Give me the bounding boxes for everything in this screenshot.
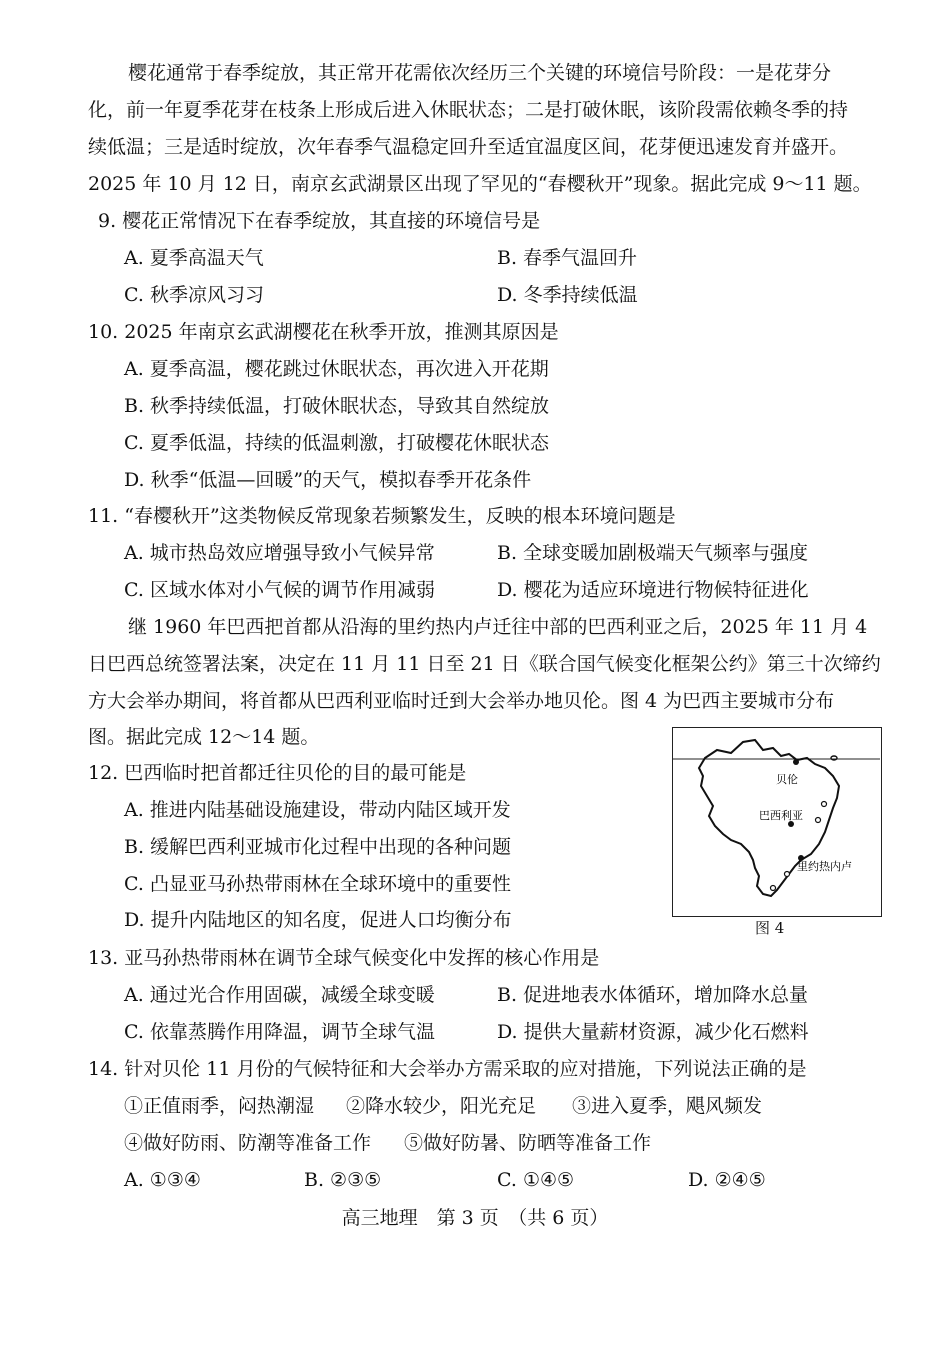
city-dot bbox=[785, 872, 790, 877]
question-14-statement-4: ④做好防雨、防潮等准备工作 bbox=[124, 1132, 372, 1154]
question-10-option-a[interactable]: A. 夏季高温，樱花跳过休眠状态，再次进入开花期 bbox=[124, 358, 549, 380]
passage1-line-3: 续低温；三是适时绽放，次年春季气温稳定回升至适宜温度区间，花芽便迅速发育并盛开。 bbox=[88, 136, 849, 158]
question-12-option-c[interactable]: C. 凸显亚马孙热带雨林在全球环境中的重要性 bbox=[124, 873, 511, 895]
passage2-line-3: 方大会举办期间，将首都从巴西利亚临时迁到大会举办地贝伦。图 4 为巴西主要城市分布 bbox=[88, 690, 835, 712]
question-13-option-a[interactable]: A. 通过光合作用固碳，减缓全球变暖 bbox=[124, 984, 435, 1006]
question-14-statement-3: ③进入夏季，飓风频发 bbox=[572, 1095, 763, 1117]
question-14-option-a[interactable]: A. ①③④ bbox=[124, 1169, 201, 1191]
brasilia-label: 巴西利亚 bbox=[759, 809, 803, 822]
city-dot bbox=[822, 802, 827, 807]
question-14-statement-5: ⑤做好防暑、防晒等准备工作 bbox=[404, 1132, 652, 1154]
passage1-line-2: 化，前一年夏季花芽在枝条上形成后进入休眠状态；二是打破休眠，该阶段需依赖冬季的持 bbox=[88, 99, 849, 121]
city-dot bbox=[771, 886, 776, 891]
city-dot bbox=[816, 818, 821, 823]
question-11-option-b[interactable]: B. 全球变暖加剧极端天气频率与强度 bbox=[497, 542, 809, 564]
passage2-line-1: 继 1960 年巴西把首都从沿海的里约热内卢迁往中部的巴西利亚之后，2025 年 11 月 4 bbox=[128, 616, 868, 638]
belem-dot bbox=[793, 759, 799, 765]
brazil-map-graphic bbox=[673, 728, 880, 915]
figure-caption: 图 4 bbox=[755, 919, 785, 937]
question-9-option-d[interactable]: D. 冬季持续低温 bbox=[497, 284, 638, 306]
question-10-option-b[interactable]: B. 秋季持续低温，打破休眠状态，导致其自然绽放 bbox=[124, 395, 550, 417]
question-14-statement-1: ①正值雨季，闷热潮湿 bbox=[124, 1095, 315, 1117]
question-9-option-a[interactable]: A. 夏季高温天气 bbox=[124, 247, 264, 269]
question-14-option-d[interactable]: D. ②④⑤ bbox=[688, 1169, 766, 1191]
question-9-option-c[interactable]: C. 秋季凉风习习 bbox=[124, 284, 264, 306]
question-11-option-a[interactable]: A. 城市热岛效应增强导致小气候异常 bbox=[124, 542, 435, 564]
question-13-stem: 13. 亚马孙热带雨林在调节全球气候变化中发挥的核心作用是 bbox=[88, 947, 600, 969]
question-14-option-c[interactable]: C. ①④⑤ bbox=[497, 1169, 575, 1191]
passage2-line-2: 日巴西总统签署法案，决定在 11 月 11 日至 21 日《联合国气候变化框架公约》第三十次缔约 bbox=[88, 653, 881, 675]
question-12-option-d[interactable]: D. 提升内陆地区的知名度，促进人口均衡分布 bbox=[124, 909, 512, 931]
question-9-stem: 9. 樱花正常情况下在春季绽放，其直接的环境信号是 bbox=[98, 210, 541, 232]
question-12-option-b[interactable]: B. 缓解巴西利亚城市化过程中出现的各种问题 bbox=[124, 836, 512, 858]
question-12-stem: 12. 巴西临时把首都迁往贝伦的目的最可能是 bbox=[88, 762, 467, 784]
question-9-option-b[interactable]: B. 春季气温回升 bbox=[497, 247, 638, 269]
question-14-statement-2: ②降水较少，阳光充足 bbox=[346, 1095, 537, 1117]
question-10-option-c[interactable]: C. 夏季低温，持续的低温刺激，打破樱花休眠状态 bbox=[124, 432, 549, 454]
question-11-stem: 11. “春樱秋开”这类物候反常现象若频繁发生，反映的根本环境问题是 bbox=[88, 505, 676, 527]
question-11-option-d[interactable]: D. 樱花为适应环境进行物候特征进化 bbox=[497, 579, 809, 601]
page-footer: 高三地理 第 3 页 （共 6 页） bbox=[341, 1207, 609, 1229]
passage1-line-4: 2025 年 10 月 12 日，南京玄武湖景区出现了罕见的“春樱秋开”现象。据此完成 9～11 题。 bbox=[88, 173, 872, 195]
passage2-line-4: 图。据此完成 12～14 题。 bbox=[88, 726, 320, 748]
question-11-option-c[interactable]: C. 区域水体对小气候的调节作用减弱 bbox=[124, 579, 435, 601]
question-13-option-c[interactable]: C. 依靠蒸腾作用降温，调节全球气温 bbox=[124, 1021, 435, 1043]
question-14-option-b[interactable]: B. ②③⑤ bbox=[304, 1169, 382, 1191]
brazil-city-map bbox=[672, 727, 882, 917]
question-13-option-b[interactable]: B. 促进地表水体循环，增加降水总量 bbox=[497, 984, 809, 1006]
belem-label: 贝伦 bbox=[776, 773, 798, 786]
rio-label: 里约热内卢 bbox=[797, 860, 852, 873]
question-12-option-a[interactable]: A. 推进内陆基础设施建设，带动内陆区域开发 bbox=[124, 799, 511, 821]
question-13-option-d[interactable]: D. 提供大量薪材资源，减少化石燃料 bbox=[497, 1021, 809, 1043]
island-marker bbox=[831, 756, 837, 760]
question-10-stem: 10. 2025 年南京玄武湖樱花在秋季开放，推测其原因是 bbox=[88, 321, 559, 343]
question-10-option-d[interactable]: D. 秋季“低温—回暖”的天气，模拟春季开花条件 bbox=[124, 469, 532, 491]
question-14-stem: 14. 针对贝伦 11 月份的气候特征和大会举办方需采取的应对措施，下列说法正确的是 bbox=[88, 1058, 807, 1080]
passage1-line-1: 樱花通常于春季绽放，其正常开花需依次经历三个关键的环境信号阶段：一是花芽分 bbox=[128, 62, 832, 84]
